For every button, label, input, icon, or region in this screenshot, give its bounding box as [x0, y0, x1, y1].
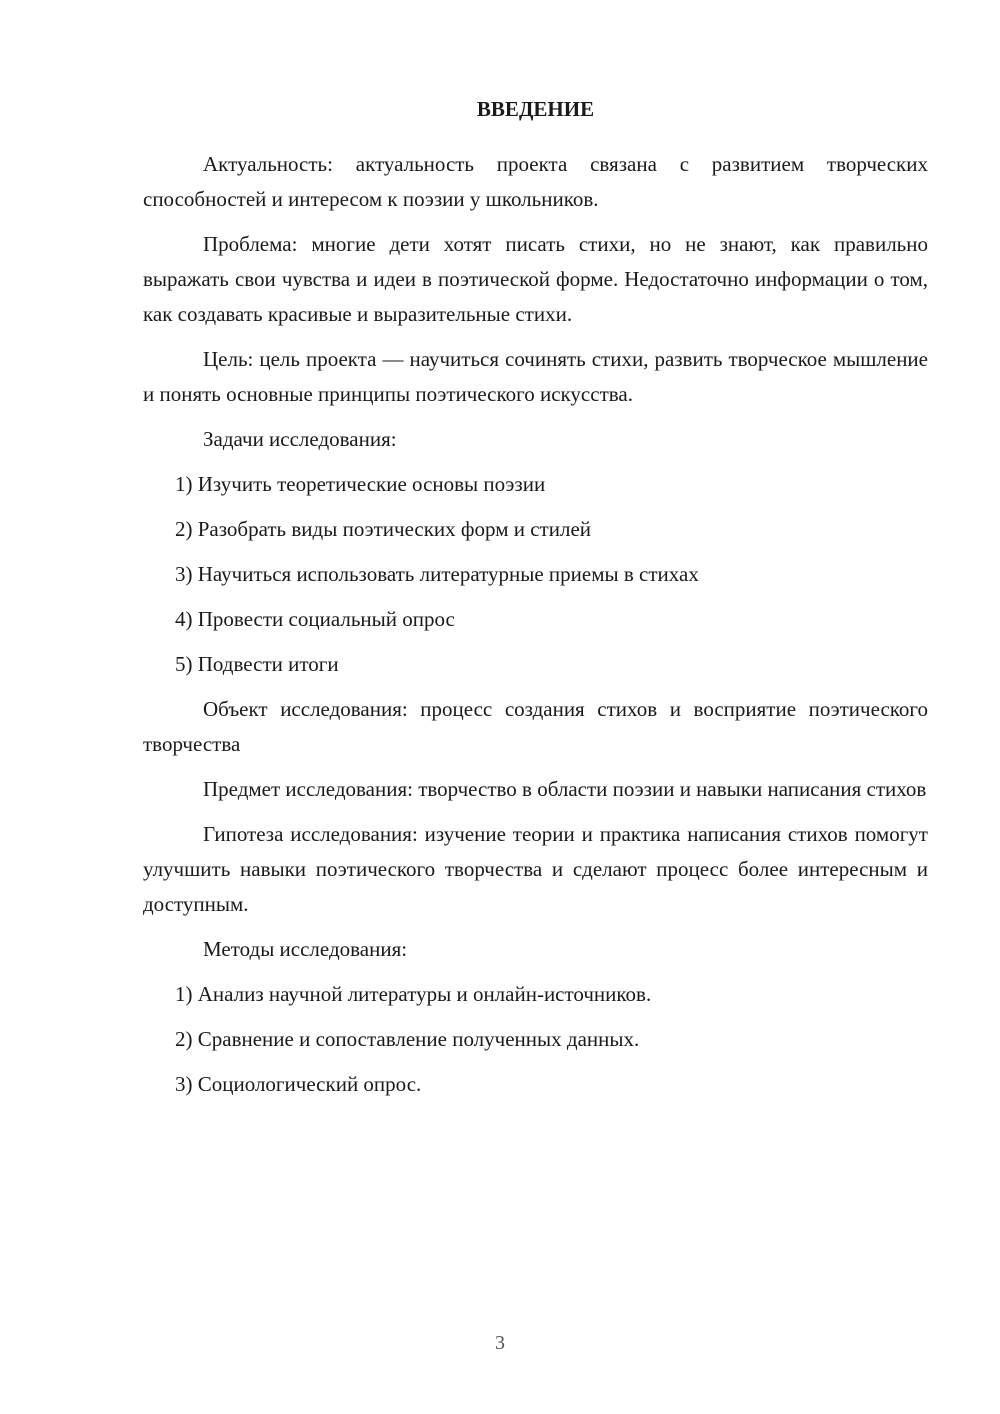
document-page	[143, 92, 928, 1112]
list-item: 2) Разобрать виды поэтических форм и стилей	[175, 517, 592, 541]
goal-paragraph: Цель: цель проекта — научиться сочинять стихи, развить творческое мышление и понять основные принципы поэтического искусства.	[143, 347, 928, 406]
page-number: 3	[495, 1332, 505, 1354]
problem-paragraph: Проблема: многие дети хотят писать стихи, но не знают, как правильно выражать свои чувства и идеи в поэтической форме. Недостаточно информации о том, как создавать красивые и выразительные стихи.	[143, 232, 928, 326]
tasks-heading: Задачи исследования:	[203, 427, 397, 451]
list-item: 2) Сравнение и сопоставление полученных данных.	[175, 1027, 640, 1051]
tasks-list	[143, 467, 928, 682]
list-item: 1) Анализ научной литературы и онлайн-источников.	[175, 982, 652, 1006]
subject-paragraph: Предмет исследования: творчество в области поэзии и навыки написания стихов	[203, 777, 927, 801]
methods-heading: Методы исследования:	[203, 937, 408, 961]
list-item: 3) Социологический опрос.	[175, 1072, 422, 1096]
object-paragraph: Объект исследования: процесс создания стихов и восприятие поэтического творчества	[143, 697, 928, 756]
list-item: 4) Провести социальный опрос	[175, 607, 455, 631]
list-item: 5) Подвести итоги	[175, 652, 339, 676]
methods-list	[143, 977, 928, 1102]
page-title: ВВЕДЕНИЕ	[476, 97, 595, 121]
relevance-paragraph: Актуальность: актуальность проекта связана с развитием творческих способностей и интересом к поэзии у школьников.	[143, 152, 928, 211]
list-item: 1) Изучить теоретические основы поэзии	[175, 472, 546, 496]
list-item: 3) Научиться использовать литературные приемы в стихах	[175, 562, 699, 586]
hypothesis-paragraph: Гипотеза исследования: изучение теории и практика написания стихов помогут улучшить навыки поэтического творчества и сделают процесс более интересным и доступным.	[143, 822, 928, 916]
